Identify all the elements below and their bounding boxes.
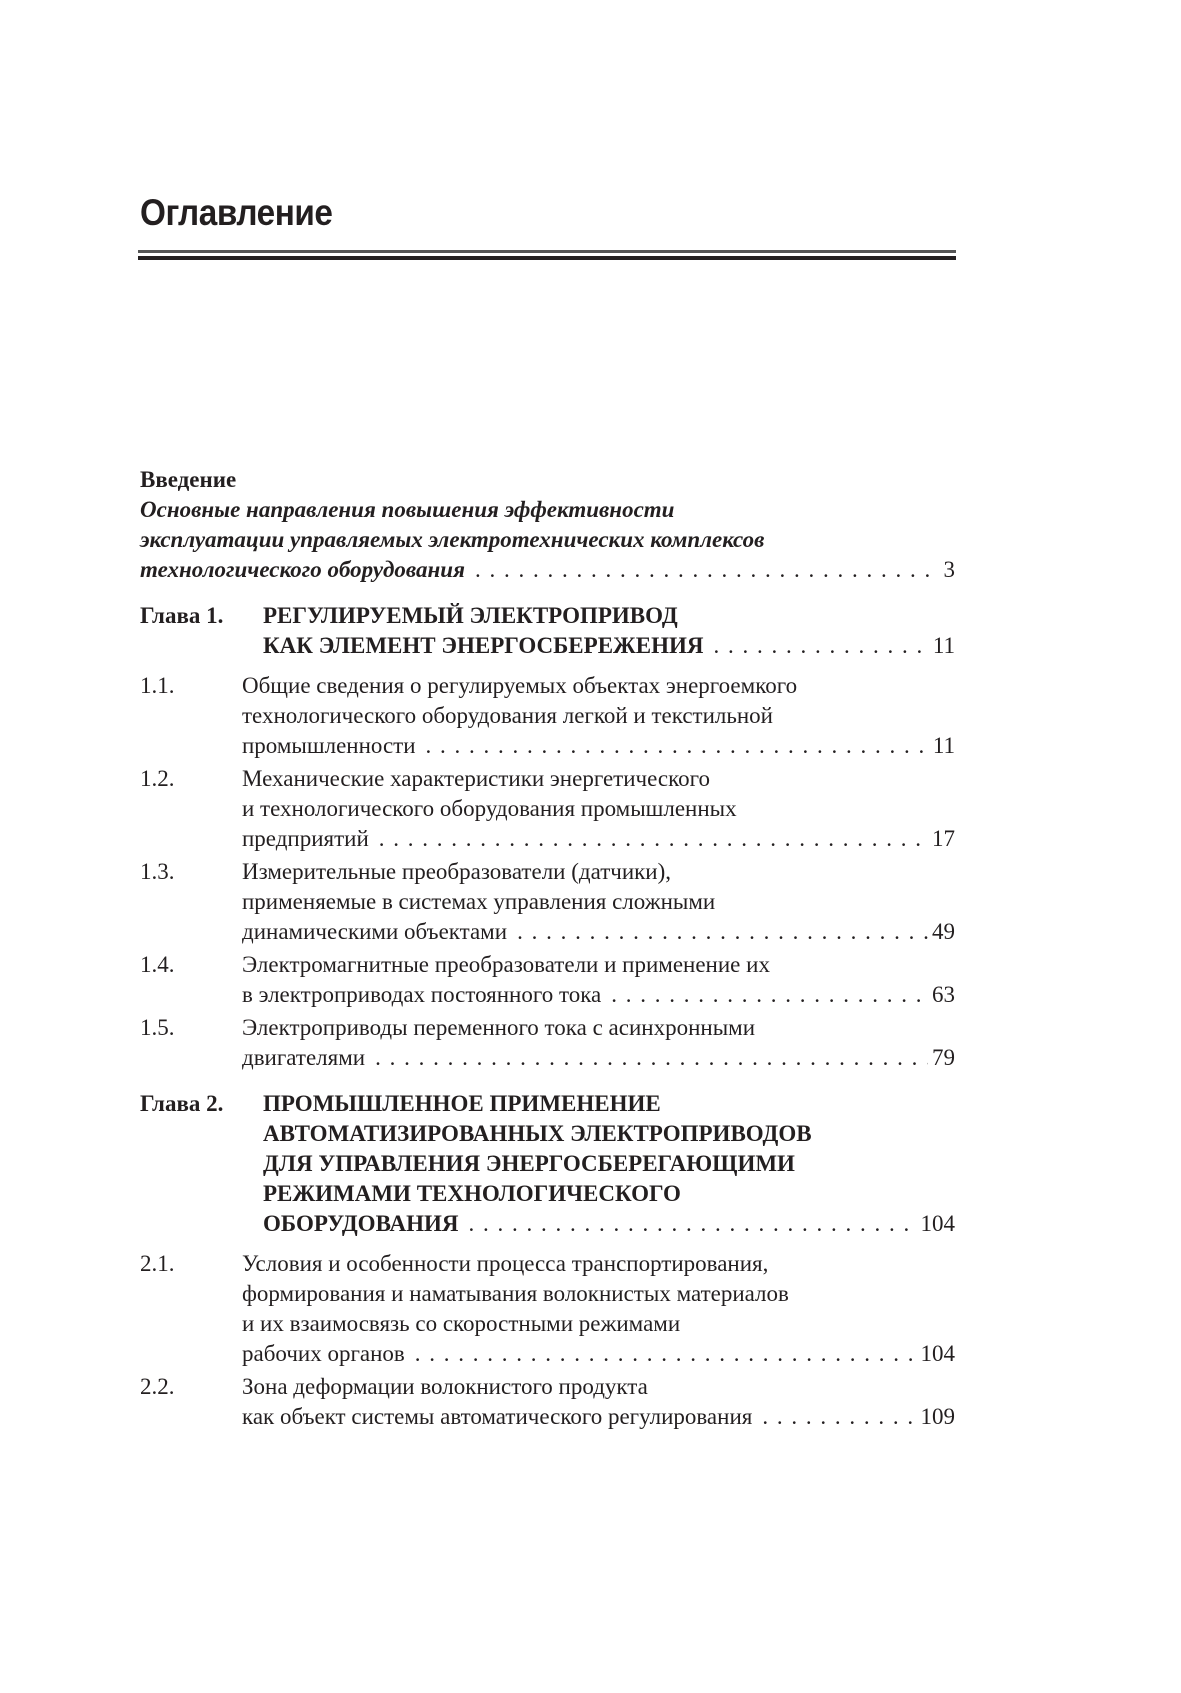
dot-leader: [517, 917, 928, 947]
toc-line: [242, 950, 955, 980]
section-title: [242, 857, 955, 947]
dot-leader: [415, 1339, 917, 1369]
page-number: 104: [920, 1211, 955, 1236]
section-number: 1.5.: [140, 1015, 175, 1040]
toc-line: [242, 887, 955, 917]
chapter-title: [263, 1089, 955, 1239]
toc-line: [242, 1372, 955, 1402]
section-title: [242, 764, 955, 854]
toc-line: [263, 601, 955, 631]
page-number: 104: [920, 1341, 955, 1366]
entry-text: формирования и наматывания волокнистых материалов: [242, 1281, 789, 1306]
entry-text: промышленности: [242, 733, 416, 758]
section-title: [242, 1249, 955, 1369]
entry-text: Условия и особенности процесса транспортирования,: [242, 1251, 769, 1276]
section-title: [242, 1013, 955, 1073]
chapter-label: Глава 2.: [140, 1091, 224, 1116]
toc-line: [242, 701, 955, 731]
entry-text: ПРОМЫШЛЕННОЕ ПРИМЕНЕНИЕ: [263, 1091, 661, 1116]
entry-text: КАК ЭЛЕМЕНТ ЭНЕРГОСБЕРЕЖЕНИЯ: [263, 633, 704, 658]
intro-line: эксплуатации управляемых электротехнических комплексов: [140, 527, 765, 552]
page-number: 3: [943, 557, 955, 582]
toc-section[interactable]: [140, 1013, 955, 1073]
dot-leader: [468, 1209, 916, 1239]
toc-line: [263, 631, 955, 661]
entry-text: и технологического оборудования промышленных: [242, 796, 737, 821]
section-number: 1.1.: [140, 673, 175, 698]
toc-section[interactable]: [140, 857, 955, 947]
section-number: 2.1.: [140, 1251, 175, 1276]
toc-line: [242, 917, 955, 947]
toc-line: [263, 1209, 955, 1239]
toc-line: [263, 1119, 955, 1149]
toc-line: [242, 1043, 955, 1073]
intro-line: технологического оборудования: [140, 557, 465, 582]
section-title: [242, 671, 955, 761]
entry-text: Измерительные преобразователи (датчики),: [242, 859, 672, 884]
page-title: Оглавление: [140, 192, 333, 233]
toc-line: [242, 980, 955, 1010]
entry-text: Электромагнитные преобразователи и применение их: [242, 952, 770, 977]
entry-text: как объект системы автоматического регулирования: [242, 1404, 753, 1429]
toc-line: [242, 1279, 955, 1309]
section-title: [242, 1372, 955, 1432]
page-number: 49: [932, 919, 955, 944]
dot-leader: [375, 1043, 928, 1073]
entry-text: ОБОРУДОВАНИЯ: [263, 1211, 459, 1236]
section-number: 1.2.: [140, 766, 175, 791]
toc-line: [242, 857, 955, 887]
entry-text: АВТОМАТИЗИРОВАННЫХ ЭЛЕКТРОПРИВОДОВ: [263, 1121, 812, 1146]
page-number: 17: [932, 826, 955, 851]
toc-line: [242, 731, 955, 761]
toc-line: [263, 1089, 955, 1119]
entry-text: и их взаимосвязь со скоростными режимами: [242, 1311, 681, 1336]
entry-text: ДЛЯ УПРАВЛЕНИЯ ЭНЕРГОСБЕРЕГАЮЩИМИ: [263, 1151, 795, 1176]
page-number: 11: [932, 733, 955, 758]
entry-text: Механические характеристики энергетического: [242, 766, 710, 791]
toc-section[interactable]: [140, 764, 955, 854]
title-rule-thick: [138, 256, 956, 260]
intro-line: Основные направления повышения эффективности: [140, 497, 675, 522]
toc-line: [242, 794, 955, 824]
page-number: 79: [932, 1045, 955, 1070]
entry-text: в электроприводах постоянного тока: [242, 982, 602, 1007]
dot-leader: [762, 1402, 916, 1432]
entry-text: РЕЖИМАМИ ТЕХНОЛОГИЧЕСКОГО: [263, 1181, 681, 1206]
entry-text: Зона деформации волокнистого продукта: [242, 1374, 648, 1399]
section-number: 1.4.: [140, 952, 175, 977]
entry-text: Общие сведения о регулируемых объектах энергоемкого: [242, 673, 798, 698]
toc-line: [242, 1309, 955, 1339]
toc-section[interactable]: [140, 1372, 955, 1432]
toc-line: [263, 1179, 955, 1209]
section-number: 2.2.: [140, 1374, 175, 1399]
toc-line: [242, 1402, 955, 1432]
entry-text: Электроприводы переменного тока с асинхронными: [242, 1015, 756, 1040]
entry-text: динамическими объектами: [242, 919, 508, 944]
title-rule-thin: [138, 250, 956, 253]
toc-line: [242, 764, 955, 794]
section-number: 1.3.: [140, 859, 175, 884]
entry-text: рабочих органов: [242, 1341, 405, 1366]
dot-leader: [714, 631, 929, 661]
toc-line: [263, 1149, 955, 1179]
entry-text: технологического оборудования легкой и текстильной: [242, 703, 773, 728]
dot-leader: [475, 555, 940, 585]
toc-line: [242, 1013, 955, 1043]
entry-text: предприятий: [242, 826, 369, 851]
toc-intro[interactable]: [140, 465, 955, 585]
page-number: 109: [920, 1404, 955, 1429]
page-number: 63: [932, 982, 955, 1007]
intro-heading: Введение: [140, 467, 237, 492]
toc-section[interactable]: [140, 1249, 955, 1369]
dot-leader: [611, 980, 928, 1010]
toc-line: [242, 824, 955, 854]
toc-line: [242, 671, 955, 701]
table-of-contents: [140, 465, 955, 1435]
dot-leader: [426, 731, 929, 761]
toc-section[interactable]: [140, 671, 955, 761]
dot-leader: [379, 824, 928, 854]
entry-text: двигателями: [242, 1045, 366, 1070]
toc-chapter[interactable]: [140, 1089, 955, 1239]
toc-line: [242, 1249, 955, 1279]
toc-section[interactable]: [140, 950, 955, 1010]
toc-chapter[interactable]: [140, 601, 955, 661]
section-title: [242, 950, 955, 1010]
toc-line: [242, 1339, 955, 1369]
chapter-label: Глава 1.: [140, 603, 224, 628]
page-number: 11: [932, 633, 955, 658]
entry-text: применяемые в системах управления сложными: [242, 889, 716, 914]
entry-text: РЕГУЛИРУЕМЫЙ ЭЛЕКТРОПРИВОД: [263, 603, 678, 628]
chapter-title: [263, 601, 955, 661]
